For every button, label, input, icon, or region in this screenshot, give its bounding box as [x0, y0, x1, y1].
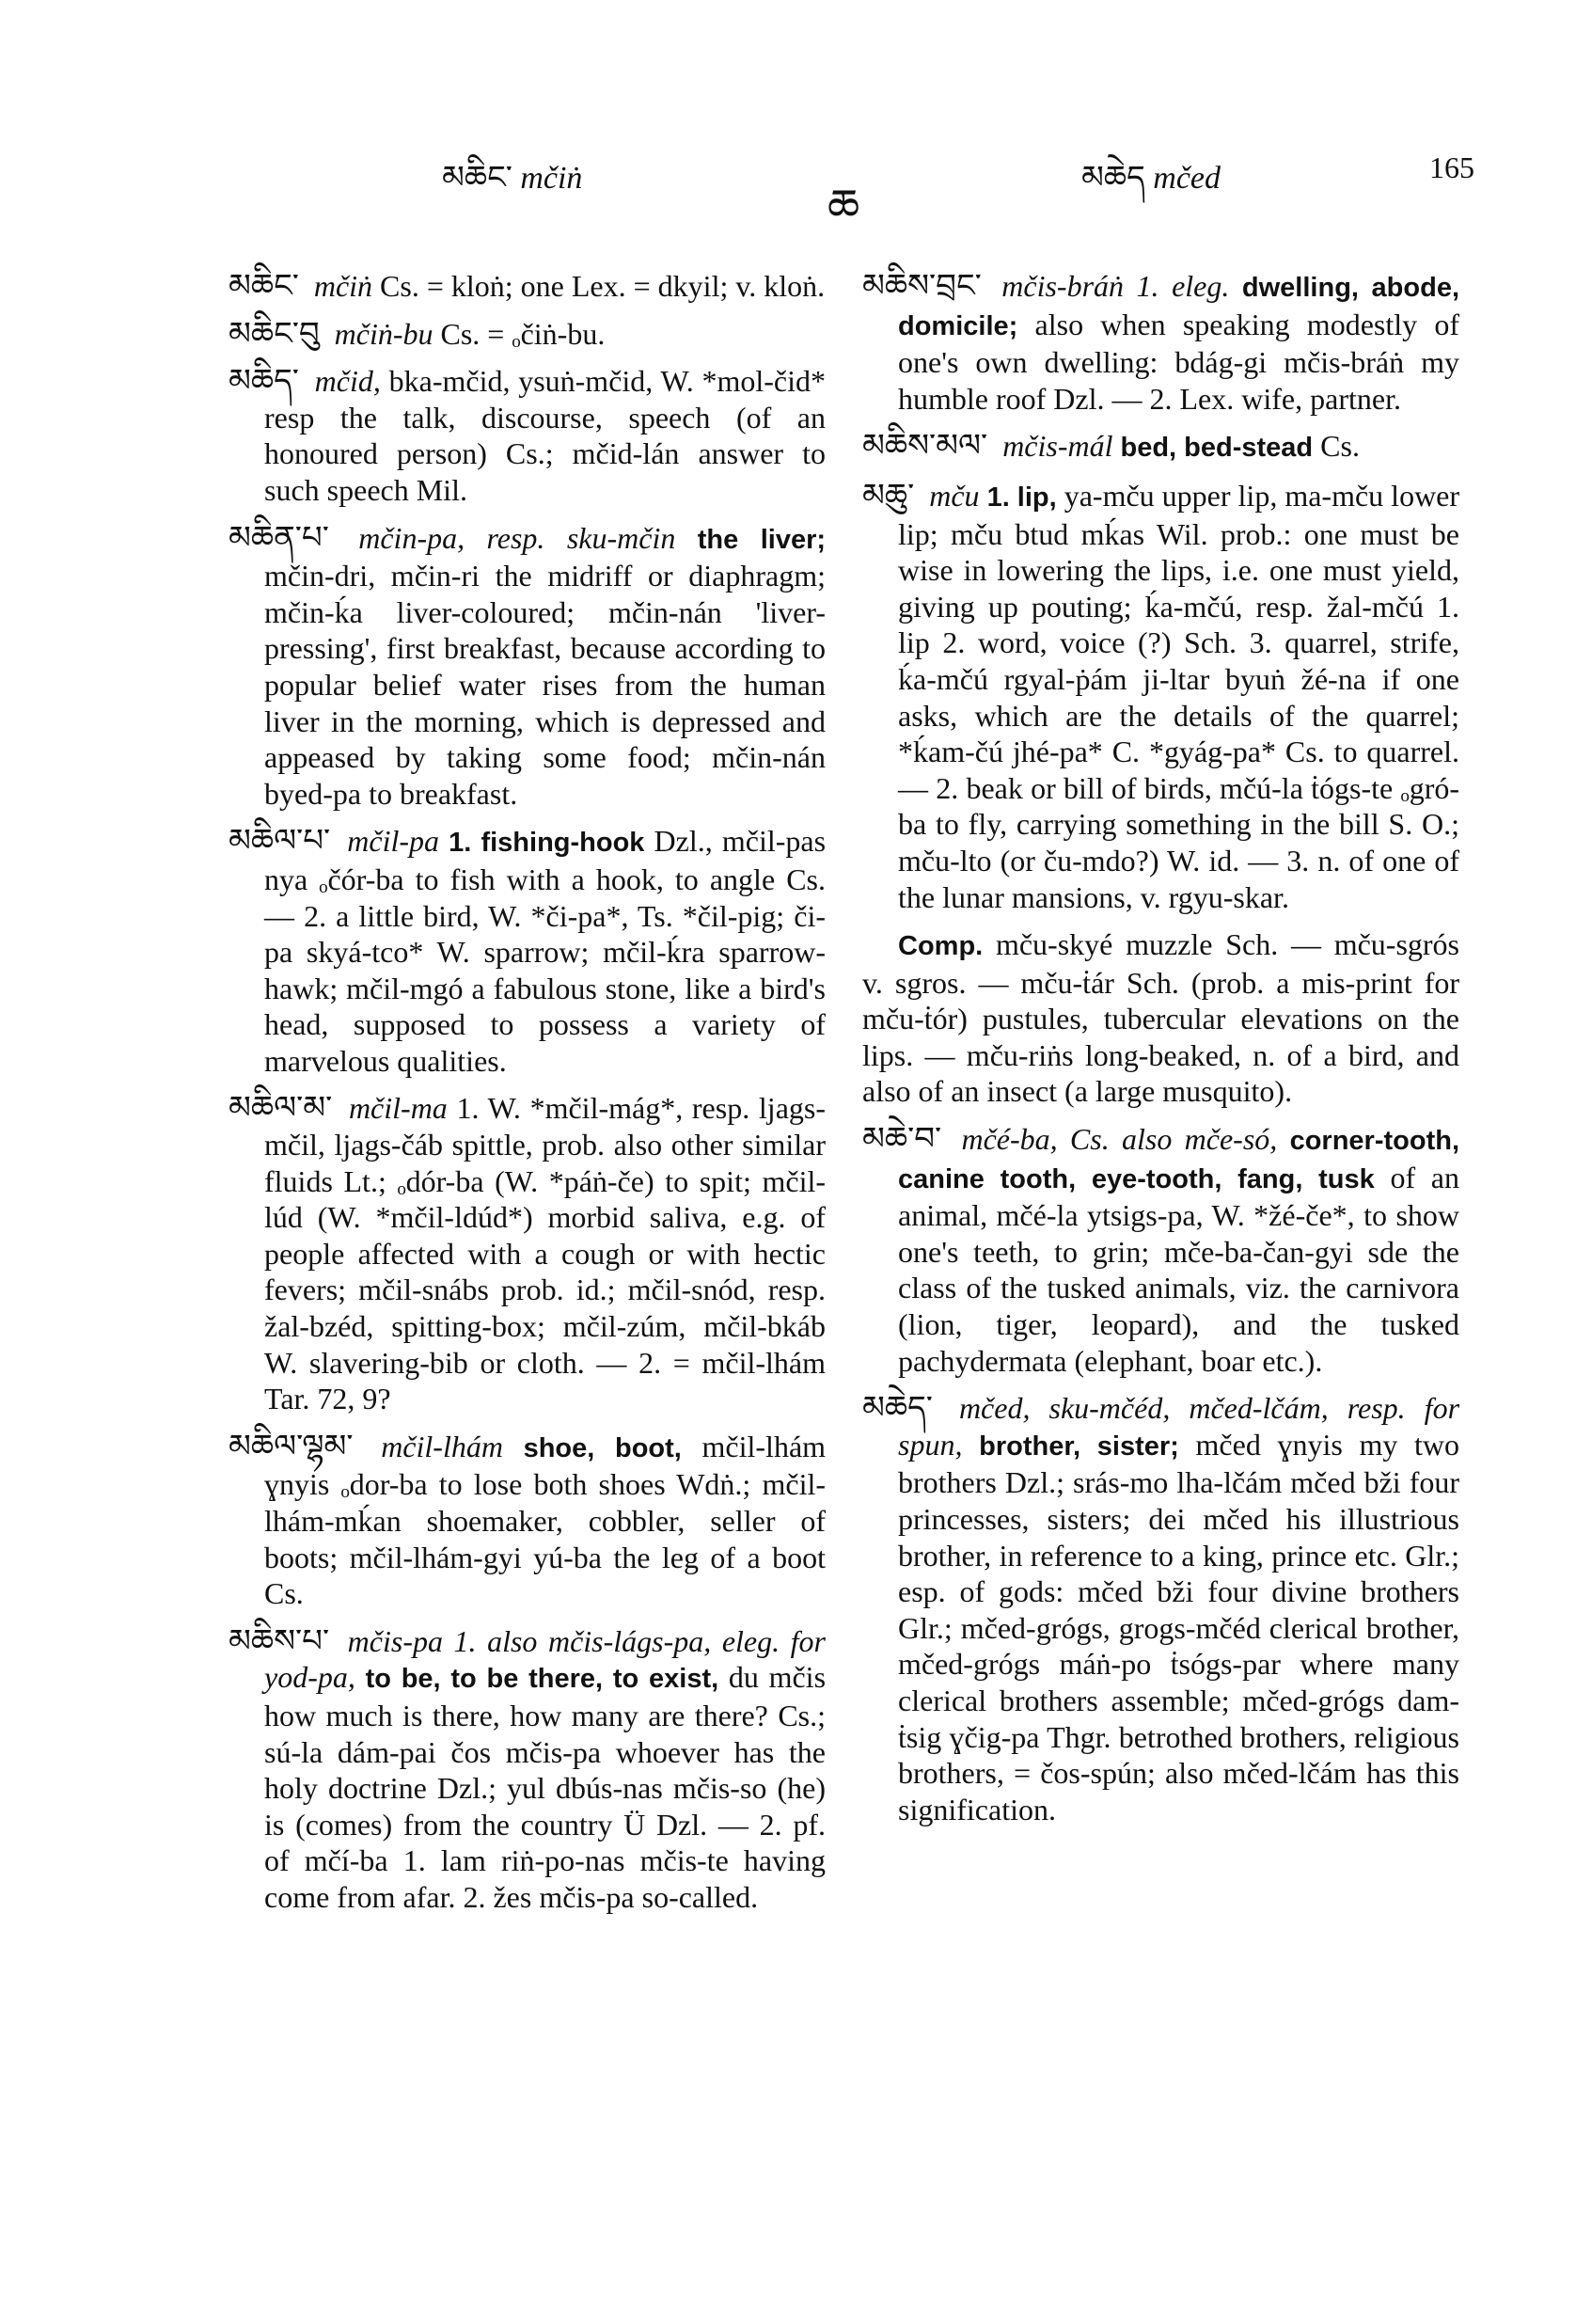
entry-transliteration: mčil-pa	[347, 824, 440, 859]
entry-text: 1. W. *mčil-mág*, resp. ljags-mčil, ljags-čáb spittle, prob. also other similar fluids Lt.; ₒdór-ba (W. *páṅ-če) to spit; mčil-lúd (W. *mčil-ldúd*) morbid saliva, e.g. of people affected with a cough or with hectic fevers; mčil-snábs prob. id.; mčil-snód, resp. žal-bzéd, spitting-box; mčil-zúm, mčil-bkáb W. slavering-bib or cloth. — 2. = mčil-lhám Tar. 72, 9?	[264, 1091, 827, 1416]
entry-text: mčil-lhám ɣnyis ₒdor-ba to lose both shoes Wdṅ.; mčil-lhám-mḱan shoemaker, cobbler, seller of boots; mčil-lhám-gyi yú-ba the leg of a boot Cs.	[264, 1429, 827, 1611]
entry-headword: མཆེ་བ་	[862, 1120, 942, 1159]
entry-text: Cs.	[1320, 429, 1360, 464]
entry-definition: 1. lip,	[986, 482, 1057, 513]
entry-headword: མཆིལ་ལྷམ་	[229, 1427, 354, 1465]
entry-headword: མཆིས་པ་	[229, 1621, 330, 1660]
entry-headword: མཆེད་	[862, 1389, 933, 1428]
entry-definition: the liver;	[697, 524, 827, 555]
entry-definition: bed, bed-stead	[1120, 433, 1314, 464]
entry-transliteration: mčed,	[958, 1391, 1031, 1426]
header-left	[442, 141, 582, 231]
entry-text: bka-mčid, ysuṅ-mčid, W. *mol-čid* resp the talk, discourse, speech (of an honoured person) Cs.; mčid-lán answer to such speech Mil.	[264, 364, 827, 507]
dictionary-entry	[229, 268, 826, 305]
dictionary-entry	[862, 478, 1459, 915]
header-center-letter: ཆ	[827, 180, 860, 232]
entry-text: also when speaking modestly of one's own dwelling: bdág-gi mčis-bráṅ my humble roof Dzl. — 2. Lex. wife, partner.	[898, 307, 1459, 416]
entry-label: Comp.	[898, 931, 984, 962]
entry-transliteration: mču	[929, 478, 980, 513]
entry-transliteration: mčin-pa,	[358, 520, 465, 555]
entry-definition: shoe, boot,	[523, 1432, 682, 1463]
header-right-tibetan: མཆེད	[1081, 159, 1145, 197]
entry-headword: མཆིས་མལ་	[862, 427, 988, 466]
left-column	[229, 268, 826, 1927]
dictionary-entry	[229, 316, 826, 353]
entry-text: Cs. = ₒčiṅ-bu.	[440, 316, 606, 351]
dictionary-entry	[862, 926, 1459, 1110]
dictionary-entry	[229, 1623, 826, 1916]
entry-text: mčin-dri, mčin-ri the midriff or diaphragm; mčin-ḱa liver-coloured; mčin-nán 'liver-pressing', first breakfast, because according to popular belief water rises from the human liver in the morning, which is depressed and appeased by taking some food; mčin-nán byed-pa to breakfast.	[264, 559, 826, 811]
entry-transliteration: mčé-ba,	[961, 1122, 1058, 1157]
entry-text: mčed ɣnyis my two brothers Dzl.; srás-mo lha-lčám mčed bži four princesses, sisters; dei mčed his illustrious brother, in reference to a king, prince etc. Glr.; esp. of gods: mčed bži four divine brothers Glr.; mčed-grógs, grogs-mčéd clerical brother, mčed-grógs máṅ-po ṫsógs-par where many clerical brothers assemble; mčed-grógs dam-ṫsig ɣčig-pa Thgr. betrothed brothers, religious brothers, = čos-spún; also mčed-lčám has this signification.	[898, 1427, 1460, 1826]
entry-prefix: 1. also mčis-lágs-pa, eleg. for yod-pa,	[264, 1623, 826, 1695]
header-right	[1081, 141, 1221, 231]
entry-headword: མཆིང་	[229, 267, 299, 305]
entry-text: ya-mču upper lip, ma-mču lower lip; mču btud mḱas Wil. prob.: one must be wise in lowering the lips, i.e. one must yield, giving up pouting; ḱa-mčú, resp. žal-mčú 1. lip 2. word, voice (?) Sch. 3. quarrel, strife, ḱa-mčú rgyal-ṗám ji-ltar byuṅ žé-na if one asks, which are the details of the quarrel; *ḱam-čú jhé-pa* C. *gyág-pa* Cs. to quarrel. — 2. beak or bill of birds, mčú-la ṫógs-te ₒgró-ba to fly, carrying something in the bill S. O.; mču-lto (or ču-mdo?) W. id. — 3. n. of one of the lunar mansions, v. rgyu-skar.	[898, 478, 1460, 914]
entry-headword: མཆིད་	[229, 362, 299, 401]
dictionary-entry	[862, 1121, 1459, 1379]
entry-prefix: 1. eleg.	[1136, 269, 1230, 303]
entry-transliteration: mčil-lhám	[381, 1429, 503, 1463]
dictionary-entry	[229, 823, 826, 1079]
entry-headword: མཆིང་བུ	[229, 314, 320, 353]
header-right-translit: mčed	[1153, 161, 1221, 196]
entry-definition: to be, to be there, to exist,	[365, 1664, 719, 1695]
header-left-tibetan: མཆིང་	[442, 159, 512, 197]
entry-text: of an animal, mčé-la ytsigs-pa, W. *žé-če*, to show one's teeth, to grin; mče-ba-čan-gyi sde the class of the tusked animals, viz. the carnivora (lion, tiger, leopard), and the tusked pachydermata (elephant, boar etc.).	[898, 1160, 1460, 1378]
entry-prefix: Cs. also mče-só,	[1069, 1122, 1278, 1157]
dictionary-entry	[229, 1090, 826, 1416]
entry-headword: མཆུ་	[862, 476, 915, 514]
entry-transliteration: mčid,	[314, 364, 381, 399]
entry-text: Dzl., mčil-pas nya ₒčór-ba to fish with a hook, to angle Cs. — 2. a little bird, W. *či-pa*, Ts. *čil-pig; či-pa skyá-tco* W. sparrow; mčil-ḱra sparrow-hawk; mčil-mgó a fabulous stone, like a bird's head, supposed to possess a variety of marvelous qualities.	[264, 824, 827, 1078]
dictionary-entry	[862, 1390, 1459, 1827]
dictionary-entry	[229, 520, 826, 813]
entry-definition: corner-tooth, canine tooth, eye-tooth, fang, tusk	[898, 1126, 1460, 1194]
entry-text: mču-skyé muzzle Sch. — mču-sgrós v. sgros. — mču-ṫár Sch. (prob. a mis-print for mču-ṫór) pustules, tubercular elevations on the lips. — mču-riṅs long-beaked, n. of a bird, and also of an insect (a large musquito).	[862, 927, 1459, 1109]
entry-transliteration: mčiṅ-bu	[334, 316, 433, 351]
dictionary-entry	[229, 363, 826, 508]
entry-transliteration: mčis-bráṅ	[1001, 269, 1125, 303]
entry-transliteration: mčil-ma	[348, 1091, 448, 1126]
entry-transliteration: mčis-mál	[1002, 429, 1113, 464]
page-number: 165	[1429, 150, 1474, 184]
entry-prefix: sku-mčéd, mčed-lčám, resp. for spun,	[898, 1391, 1460, 1462]
header-left-translit: mčiṅ	[520, 161, 583, 196]
right-column	[862, 268, 1459, 1839]
dictionary-entry	[229, 1429, 826, 1612]
entry-text: Cs. = kloṅ; one Lex. = dkyil; v. kloṅ.	[380, 269, 826, 303]
entry-definition: 1. fishing-hook	[449, 828, 645, 859]
entry-prefix: resp. sku-mčin	[486, 520, 676, 555]
entry-headword: མཆིས་བྲང་	[862, 267, 982, 305]
entry-definition: dwelling, abode, domicile;	[898, 273, 1460, 341]
dictionary-entry	[862, 428, 1459, 466]
entry-definition: brother, sister;	[979, 1431, 1179, 1462]
entry-transliteration: mčis-pa	[347, 1623, 443, 1658]
entry-headword: མཆིན་པ་	[229, 518, 329, 557]
dictionary-entry	[862, 268, 1459, 417]
entry-text: du mčis how much is there, how many are there? Cs.; sú-la dám-pai čos mčis-pa whoever has the holy doctrine Dzl.; yul dbús-nas mčis-so (he) is (comes) from the country Ü Dzl. — 2. pf. of mčí-ba 1. lam riṅ-po-nas mčis-te having come from afar. 2. žes mčis-pa so-called.	[264, 1660, 827, 1914]
entry-headword: མཆིལ་མ་	[229, 1089, 333, 1128]
entry-headword: མཆིལ་པ་	[229, 822, 331, 861]
entry-transliteration: mčiṅ	[313, 269, 373, 303]
